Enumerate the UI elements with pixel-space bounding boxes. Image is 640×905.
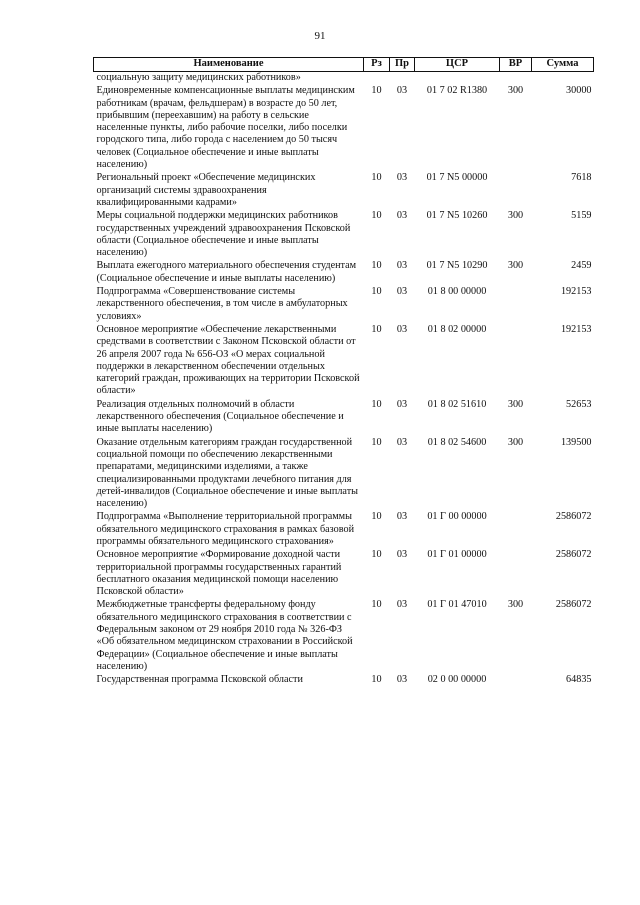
- cell-rz: 10: [371, 210, 382, 222]
- table-header-row: [94, 58, 594, 72]
- cell-rz: 10: [371, 436, 382, 448]
- table-row: [94, 399, 594, 437]
- table-row: [94, 172, 594, 210]
- cell-pr: 03: [396, 323, 408, 335]
- cell-pr: 03: [396, 85, 408, 97]
- cell-sum: 2459: [571, 260, 592, 272]
- cell-rz: 10: [371, 85, 382, 97]
- cell-vr: [500, 172, 532, 210]
- cell-sum: 192153: [560, 286, 592, 298]
- cell-csr: 01 Г 01 47010: [427, 599, 487, 611]
- header-vr: ВР: [500, 58, 532, 72]
- cell-sum: 2586072: [555, 599, 592, 611]
- cell-sum: 5159: [571, 210, 592, 222]
- cell-name: Подпрограмма «Совершенствование системы лекарственного обеспечения, в том числе в амбулаторных условиях»: [96, 286, 348, 322]
- cell-pr: 03: [396, 210, 408, 222]
- cell-rz: 10: [371, 398, 382, 410]
- cell-vr: [500, 549, 532, 599]
- cell-name: Государственная программа Псковской области: [96, 674, 303, 686]
- cell-csr: 01 7 N5 10260: [426, 210, 488, 222]
- cell-name: Выплата ежегодного материального обеспечения студентам (Социальное обеспечение и иные выплаты населению): [96, 260, 357, 284]
- cell-pr: 03: [396, 286, 408, 298]
- cell-csr: 01 7 N5 00000: [426, 172, 488, 184]
- cell-vr: [500, 511, 532, 549]
- page-number: 91: [314, 30, 326, 42]
- header-pr: Пр: [390, 58, 415, 72]
- cell-pr: 03: [396, 398, 408, 410]
- cell-vr: [500, 324, 532, 399]
- cell-csr: [415, 72, 500, 86]
- cell-name: Реализация отдельных полномочий в области лекарственного обеспечения (Социальное обеспечение и иные выплаты населению): [96, 398, 344, 435]
- cell-csr: 01 7 02 R1380: [426, 85, 488, 97]
- cell-pr: 03: [396, 674, 408, 686]
- cell-rz: 10: [371, 549, 382, 561]
- table-row: [94, 260, 594, 286]
- cell-vr: 300: [507, 436, 524, 448]
- table-row: [94, 437, 594, 512]
- cell-rz: 10: [371, 599, 382, 611]
- cell-name: Межбюджетные трансферты федеральному фонду обязательного медицинского страхования в соответствии с Федеральным законом от 29 ноября 2010 года № 326-ФЗ «Об обязательном медицинском страховании в Российской Федерации» (Социальное обеспечение и иные выплаты населению): [96, 599, 353, 672]
- cell-pr: [390, 72, 415, 86]
- cell-sum: 2586072: [555, 549, 592, 561]
- cell-pr: 03: [396, 172, 408, 184]
- table-row: [94, 85, 594, 172]
- cell-rz: 10: [371, 511, 382, 523]
- cell-rz: 10: [371, 323, 382, 335]
- cell-sum: 192153: [560, 323, 592, 335]
- cell-pr: 03: [396, 549, 408, 561]
- cell-rz: 10: [371, 286, 382, 298]
- cell-sum: 30000: [566, 85, 592, 97]
- cell-csr: 02 0 00 00000: [427, 674, 487, 686]
- cell-rz: [364, 72, 390, 86]
- cell-name: Меры социальной поддержки медицинских работников государственных учреждений здравоохранения Псковской области (Социальное обеспечение и иные выплаты населению): [96, 210, 351, 259]
- cell-vr: 300: [507, 260, 524, 272]
- cell-name: Подпрограмма «Выполнение территориальной программы обязательного медицинского страхования в рамках базовой программы обязательного медицинского страхования»: [96, 511, 355, 547]
- cell-name: Единовременные компенсационные выплаты медицинским работникам (врачам, фельдшерам) в возрасте до 50 лет, прибывшим (переехавшим) на работу в сельские населенные пункты, либо рабочие поселки, либо поселки городского типа, либо города с населением до 50 тысяч человек (Социальное обеспечение и иные выплаты населению): [96, 85, 355, 171]
- table-row: [94, 511, 594, 549]
- cell-sum: 139500: [560, 436, 592, 448]
- cell-name: социальную защиту медицинских работников»: [96, 72, 301, 83]
- cell-vr: 300: [507, 398, 524, 410]
- cell-pr: 03: [396, 260, 408, 272]
- cell-csr: 01 8 02 51610: [427, 398, 487, 410]
- header-rz: Рз: [364, 58, 390, 72]
- header-name: Наименование: [94, 58, 364, 72]
- cell-sum: [532, 72, 594, 86]
- cell-pr: 03: [396, 436, 408, 448]
- cell-csr: 01 8 00 00000: [427, 286, 487, 298]
- table-row: [94, 324, 594, 399]
- cell-sum: 2586072: [555, 511, 592, 523]
- cell-name: Основное мероприятие «Формирование доходной части территориальной программы государственных гарантий бесплатного оказания медицинской помощи населению Псковской области»: [96, 549, 342, 598]
- cell-vr: [500, 72, 532, 86]
- table-row: [94, 286, 594, 324]
- table-row: [94, 72, 594, 86]
- header-csr: ЦСР: [415, 58, 500, 72]
- cell-sum: 64835: [566, 674, 592, 686]
- cell-sum: 52653: [566, 398, 592, 410]
- table-row: [94, 599, 594, 674]
- cell-vr: 300: [507, 599, 524, 611]
- table-row: [94, 210, 594, 260]
- cell-csr: 01 Г 01 00000: [427, 549, 487, 561]
- cell-sum: 7618: [571, 172, 592, 184]
- cell-vr: [500, 286, 532, 324]
- cell-vr: 300: [507, 85, 524, 97]
- cell-name: Оказание отдельным категориям граждан государственной социальной помощи по обеспечению лекарственными препаратами, медицинскими изделиями, а также специализированными продуктами лечебного питания для детей-инвалидов (Социальное обеспечение и иные выплаты населению): [96, 436, 358, 510]
- cell-name: Основное мероприятие «Обеспечение лекарственными средствами в соответствии с Законом Псковской области от 26 апреля 2007 года № 656-ОЗ «О мерах социальной поддержки в лекарственном обеспечении отдельных категорий граждан, проживающих на территории Псковской области»: [96, 323, 360, 397]
- cell-pr: 03: [396, 599, 408, 611]
- cell-rz: 10: [371, 260, 382, 272]
- cell-csr: 01 8 02 00000: [427, 323, 487, 335]
- cell-vr: [500, 674, 532, 687]
- cell-csr: 01 8 02 54600: [427, 436, 487, 448]
- cell-rz: 10: [371, 674, 382, 686]
- table-row: [94, 674, 594, 687]
- cell-vr: 300: [507, 210, 524, 222]
- cell-csr: 01 Г 00 00000: [427, 511, 487, 523]
- budget-table: [93, 57, 594, 688]
- cell-name: Региональный проект «Обеспечение медицинских организаций системы здравоохранения квалифицированными кадрами»: [96, 172, 316, 208]
- table-body: [94, 72, 594, 688]
- table-row: [94, 549, 594, 599]
- cell-csr: 01 7 N5 10290: [426, 260, 488, 272]
- cell-rz: 10: [371, 172, 382, 184]
- header-sum: Сумма: [532, 58, 594, 72]
- cell-pr: 03: [396, 511, 408, 523]
